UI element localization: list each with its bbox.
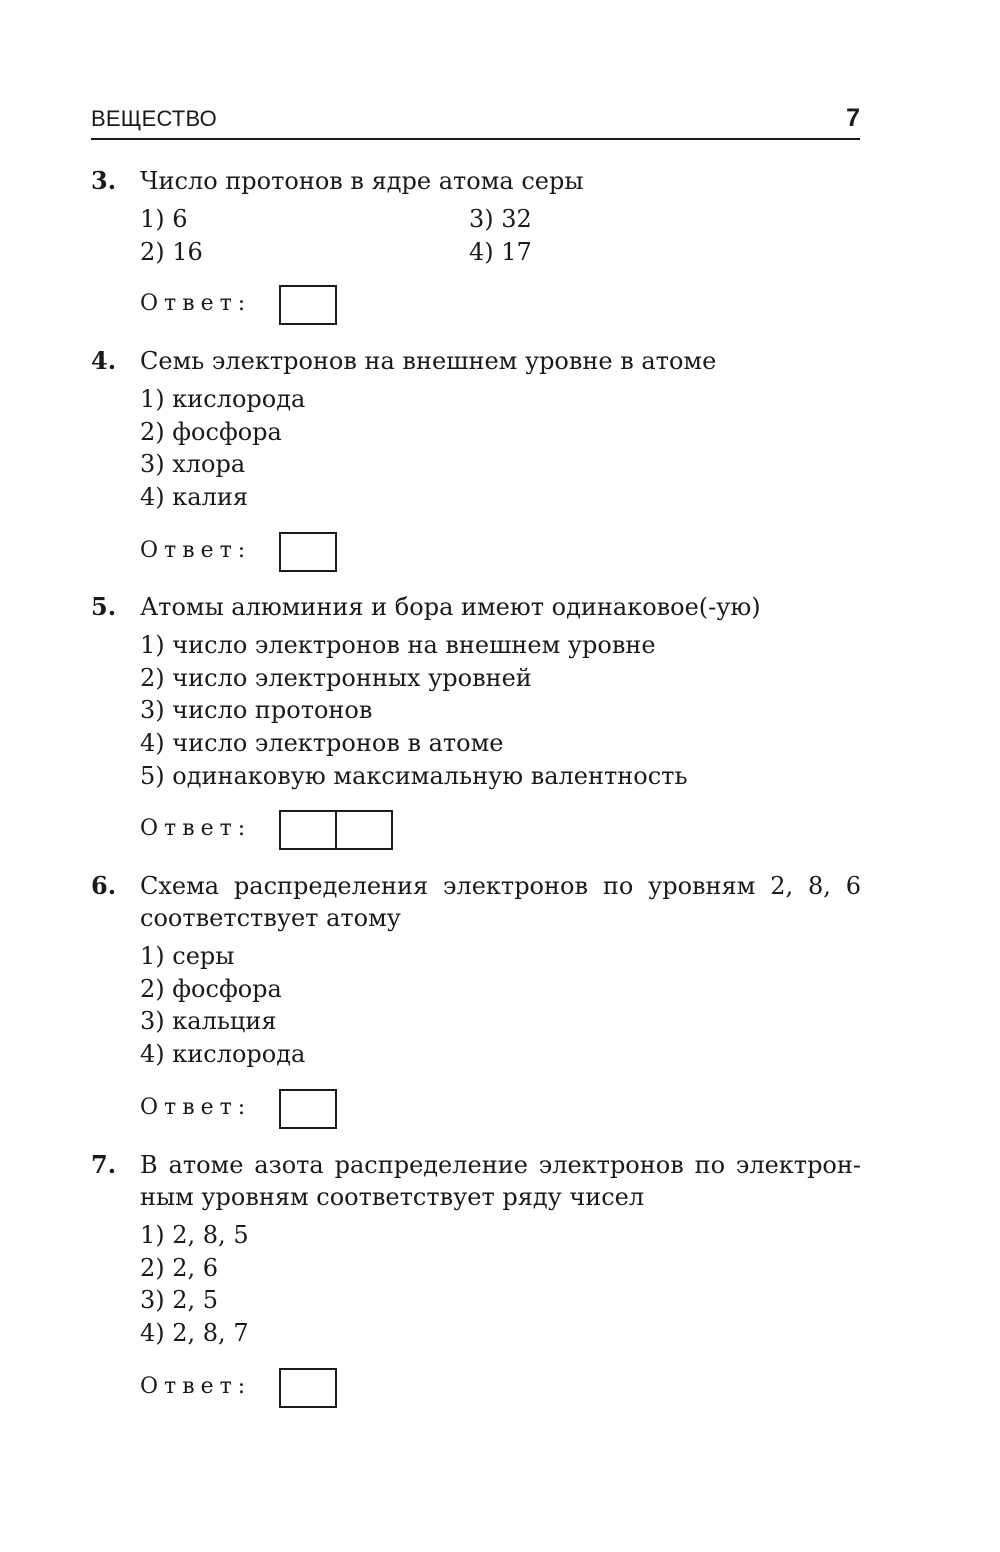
question-number: 3. [91, 166, 117, 195]
question-6 [91, 870, 861, 1129]
answer-row [140, 285, 861, 325]
options-list [140, 203, 861, 268]
question-number: 6. [91, 871, 117, 900]
answer-label: Ответ: [140, 1373, 252, 1399]
answer-boxes [279, 1089, 337, 1129]
answer-row [140, 532, 861, 572]
option-4[interactable]: 4) калия [140, 483, 248, 512]
answer-boxes [279, 810, 393, 850]
answer-box-1[interactable] [279, 810, 337, 850]
options-list [140, 383, 861, 514]
option-5[interactable]: 5) одинаковую максимальную валентность [140, 761, 688, 790]
answer-box-2[interactable] [337, 810, 393, 850]
question-text: Атомы алюминия и бора имеют одинаковое(-ую) [140, 593, 761, 621]
question-text: В атоме азота распределение электронов по электрон-ным уровням соответствует ряду чисел [140, 1151, 861, 1211]
option-1[interactable]: 1) 6 [140, 205, 188, 233]
options-list [140, 940, 861, 1071]
answer-label: Ответ: [140, 1094, 252, 1120]
page-number: 7 [846, 104, 860, 132]
section-title: ВЕЩЕСТВО [91, 106, 217, 131]
answer-boxes [279, 1368, 337, 1408]
answer-box[interactable] [279, 285, 337, 325]
option-4[interactable]: 4) 2, 8, 7 [140, 1319, 249, 1348]
option-3[interactable]: 3) число протонов [140, 696, 373, 725]
question-text: Семь электронов на внешнем уровне в атоме [140, 347, 717, 375]
question-4 [91, 345, 861, 572]
answer-label: Ответ: [140, 291, 252, 317]
option-3[interactable]: 3) 32 [469, 205, 532, 233]
option-3[interactable]: 3) хлора [140, 450, 246, 479]
option-3[interactable]: 3) кальция [140, 1007, 277, 1036]
question-7 [91, 1149, 861, 1408]
answer-row [140, 810, 861, 850]
option-2[interactable]: 2) 2, 6 [140, 1253, 219, 1282]
answer-box[interactable] [279, 1368, 337, 1408]
option-2[interactable]: 2) фосфора [140, 417, 282, 446]
question-3 [91, 165, 861, 325]
question-text: Число протонов в ядре атома серы [140, 167, 584, 195]
option-1[interactable]: 1) 2, 8, 5 [140, 1221, 249, 1249]
options-list [140, 629, 861, 793]
question-number: 5. [91, 592, 117, 621]
question-5 [91, 591, 861, 850]
question-number: 4. [91, 346, 117, 375]
option-1[interactable]: 1) кислорода [140, 385, 306, 413]
answer-row [140, 1368, 861, 1408]
option-4[interactable]: 4) кислорода [140, 1040, 306, 1069]
answer-boxes [279, 285, 337, 325]
answer-box[interactable] [279, 1089, 337, 1129]
option-1[interactable]: 1) серы [140, 942, 235, 970]
option-1[interactable]: 1) число электронов на внешнем уровне [140, 631, 656, 659]
options-list [140, 1219, 861, 1350]
option-2[interactable]: 2) число электронных уровней [140, 663, 532, 692]
option-4[interactable]: 4) число электронов в атоме [140, 729, 504, 758]
question-text: Схема распределения электронов по уровням 2, 8, 6 соответствует атому [140, 872, 861, 932]
answer-row [140, 1089, 861, 1129]
option-2[interactable]: 2) фосфора [140, 974, 282, 1003]
answer-box[interactable] [279, 532, 337, 572]
option-3[interactable]: 3) 2, 5 [140, 1286, 219, 1315]
answer-label: Ответ: [140, 537, 252, 563]
answer-boxes [279, 532, 337, 572]
option-2[interactable]: 2) 16 [140, 237, 203, 266]
option-4[interactable]: 4) 17 [469, 237, 532, 266]
question-number: 7. [91, 1150, 117, 1179]
answer-label: Ответ: [140, 815, 252, 841]
running-head [91, 104, 860, 140]
